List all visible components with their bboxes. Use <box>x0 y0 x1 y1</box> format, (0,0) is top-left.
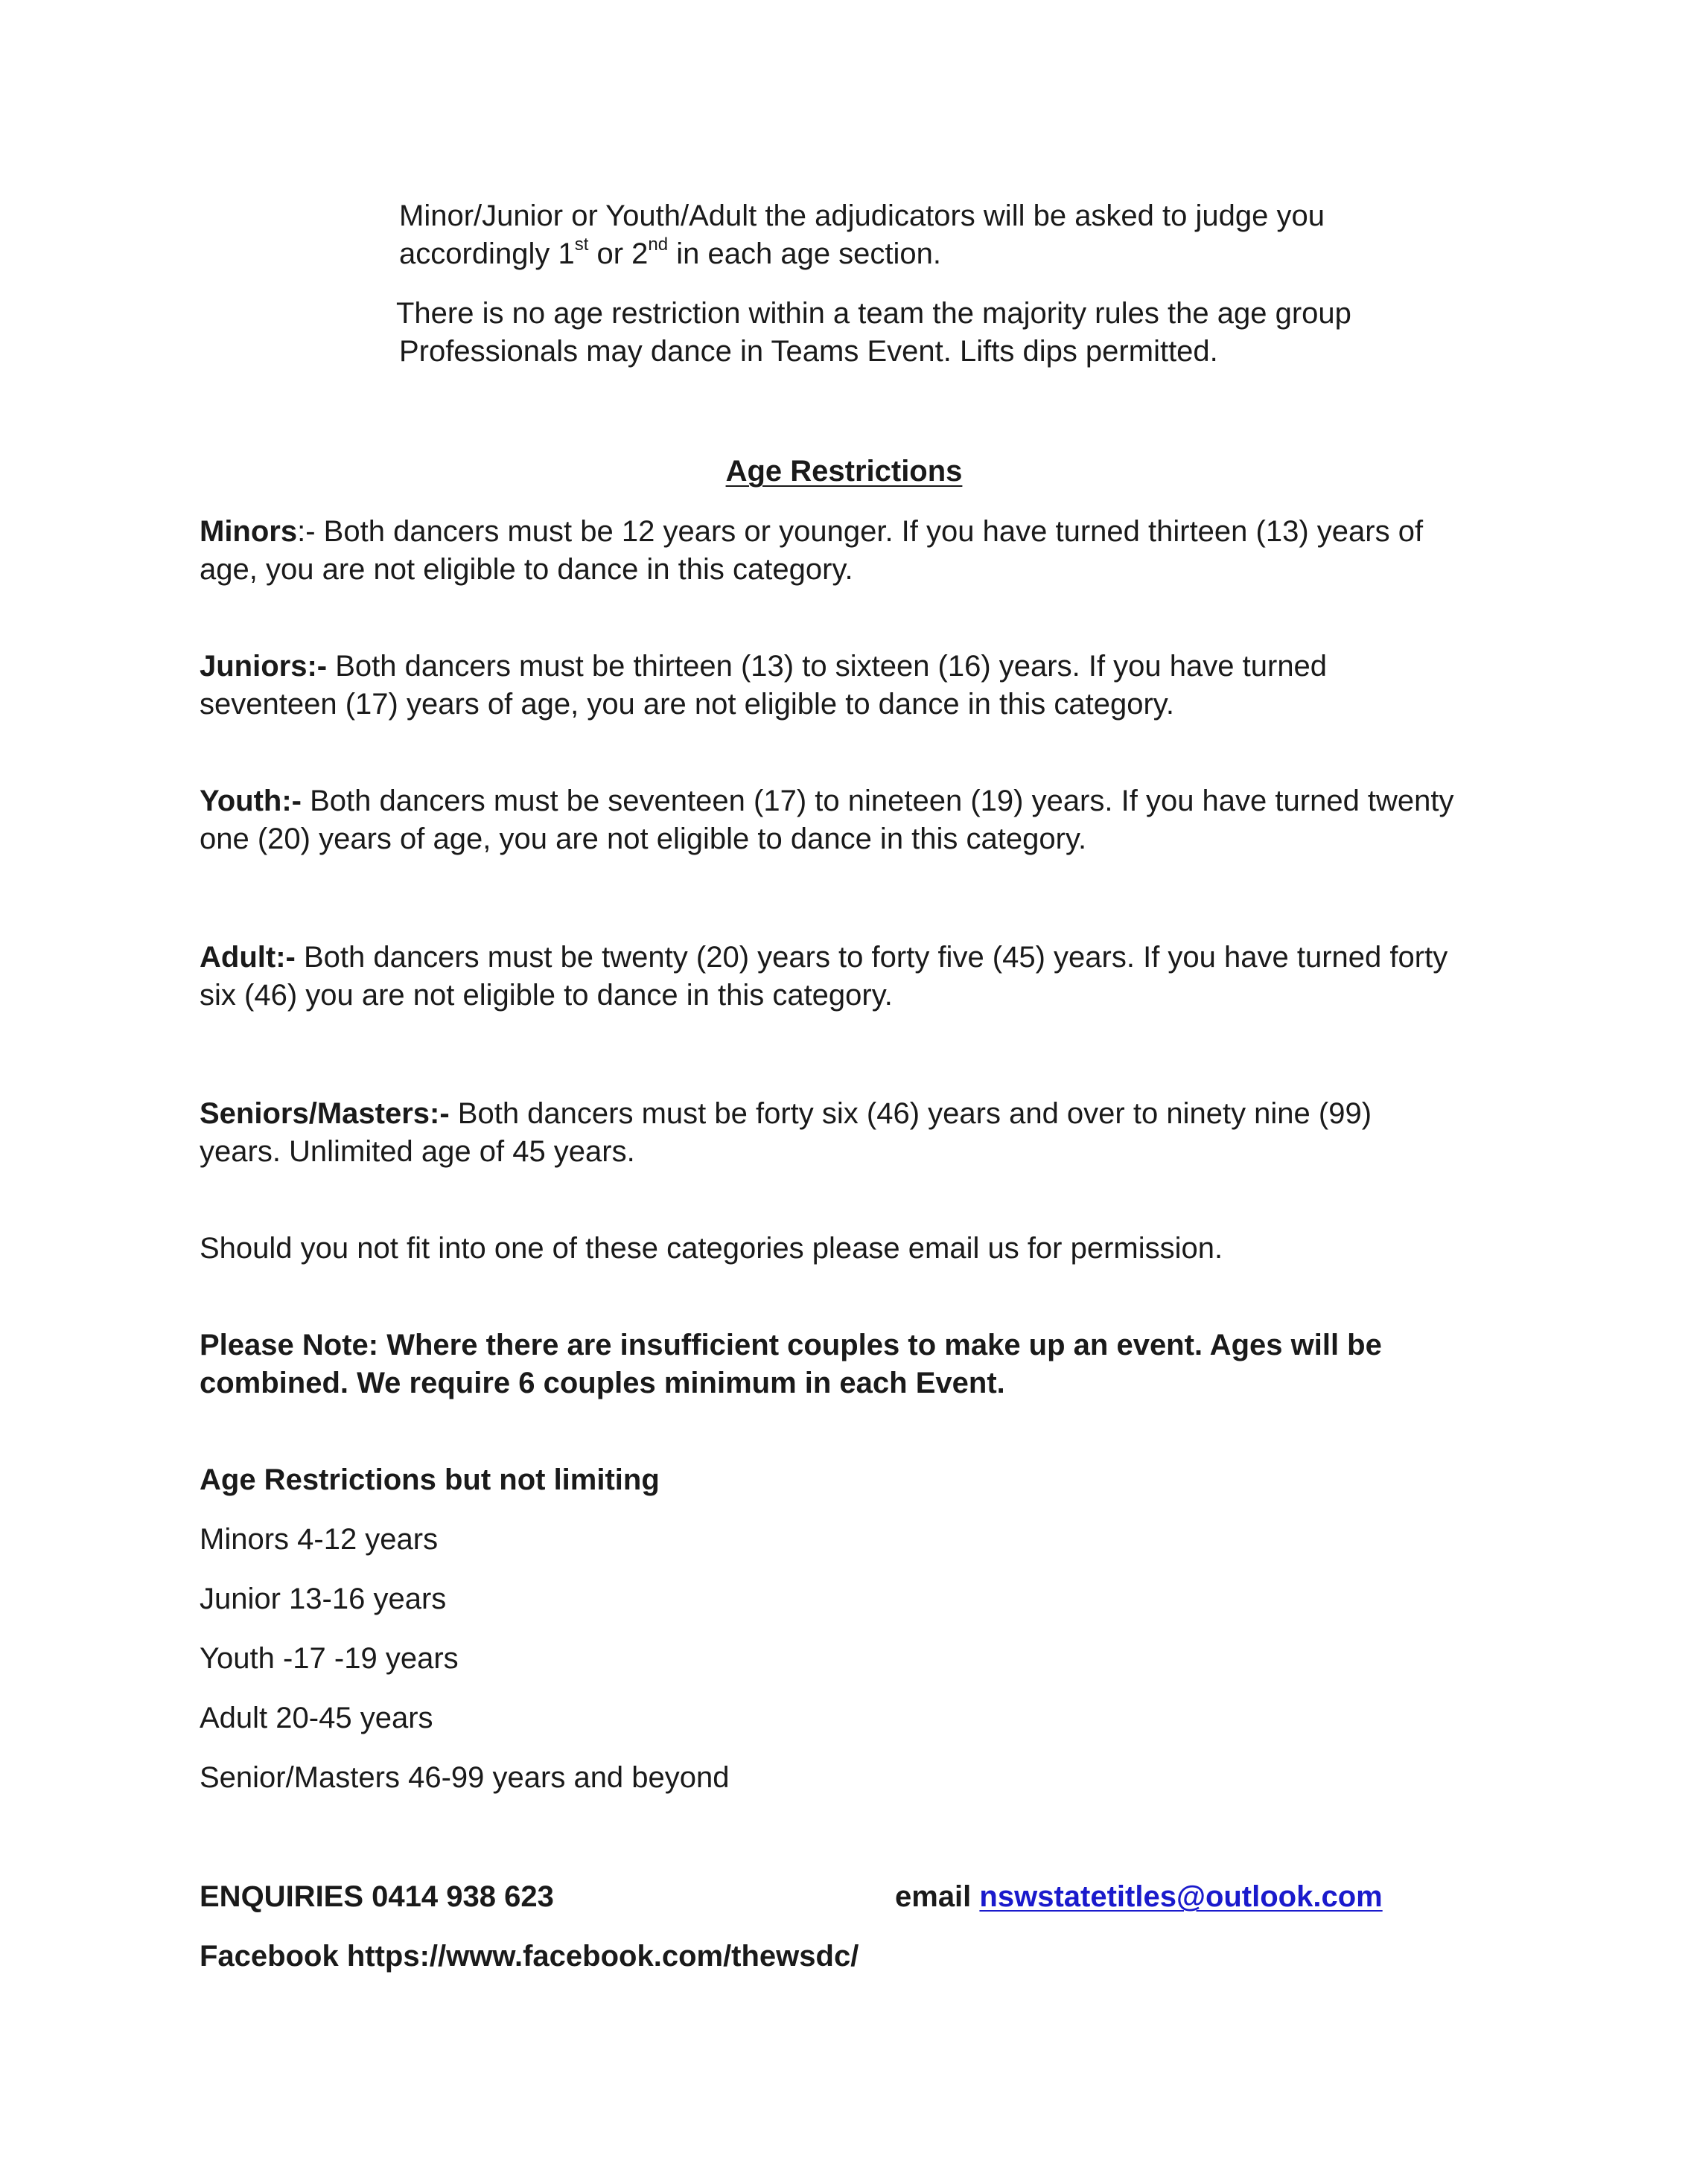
category-line: one (20) years of age, you are not eligible to dance in this category. <box>200 823 1087 855</box>
intro-paragraph-2 <box>396 295 1513 371</box>
please-note <box>200 1326 1510 1402</box>
summary-item: Minors 4-12 years <box>200 1523 439 1556</box>
section-heading <box>0 453 1688 491</box>
permission-note-text: Should you not fit into one of these categories please email us for permission. <box>200 1232 1223 1265</box>
category-text: Both dancers must be seventeen (17) to nineteen (19) years. If you have turned twenty <box>310 785 1454 817</box>
enquiries-phone: ENQUIRIES 0414 938 623 <box>200 1880 554 1913</box>
category-label: Juniors:- <box>200 650 336 683</box>
category-line: age, you are not eligible to dance in this category. <box>200 553 853 586</box>
intro-text: in each age section. <box>668 237 942 270</box>
category-juniors <box>200 648 1510 724</box>
summary-item: Youth -17 -19 years <box>200 1642 459 1675</box>
category-line <box>200 648 1510 686</box>
heading-text: Age Restrictions <box>725 455 963 488</box>
category-label: Seniors/Masters:- <box>200 1097 458 1130</box>
category-line: years. Unlimited age of 45 years. <box>200 1135 635 1168</box>
category-text: Both dancers must be twenty (20) years to forty five (45) years. If you have turned forty <box>303 941 1448 974</box>
permission-note <box>200 1230 1510 1268</box>
category-youth <box>200 782 1510 858</box>
category-minors <box>200 513 1510 589</box>
intro-line: Minor/Junior or Youth/Adult the adjudicators will be asked to judge you <box>399 199 1325 232</box>
please-note-line: Please Note: Where there are insufficient couples to make up an event. Ages will be <box>200 1329 1382 1361</box>
category-line: seventeen (17) years of age, you are not eligible to dance in this category. <box>200 688 1174 721</box>
intro-paragraph-1 <box>399 197 1516 273</box>
email-label: email <box>895 1880 980 1913</box>
category-text: Both dancers must be forty six (46) years and over to ninety nine (99) <box>457 1097 1372 1130</box>
summary-item: Senior/Masters 46-99 years and beyond <box>200 1761 730 1794</box>
category-line <box>200 939 1510 977</box>
category-seniors-masters <box>200 1095 1510 1171</box>
category-adult <box>200 939 1510 1015</box>
category-label-suffix: :- <box>297 515 324 548</box>
summary-title: Age Restrictions but not limiting <box>200 1463 660 1496</box>
category-line <box>200 513 1510 551</box>
facebook-link-text: Facebook https://www.facebook.com/thewsdc/ <box>200 1940 859 1973</box>
category-label: Adult:- <box>200 941 304 974</box>
summary-item: Adult 20-45 years <box>200 1702 433 1734</box>
superscript: st <box>574 234 589 255</box>
intro-text: accordingly 1 <box>399 237 575 270</box>
category-label: Youth:- <box>200 785 310 817</box>
category-text: Both dancers must be thirteen (13) to sixteen (16) years. If you have turned <box>335 650 1328 683</box>
category-line <box>200 1095 1510 1133</box>
category-text: Both dancers must be 12 years or younger. If you have turned thirteen (13) years of <box>323 515 1424 548</box>
email-link[interactable]: nswstatetitles@outlook.com <box>979 1880 1383 1913</box>
summary-item: Junior 13-16 years <box>200 1583 447 1615</box>
intro-text: or 2 <box>588 237 649 270</box>
intro-line <box>399 235 1516 273</box>
category-line: six (46) you are not eligible to dance in this category. <box>200 979 893 1012</box>
intro-line: Professionals may dance in Teams Event. Lifts dips permitted. <box>399 335 1218 368</box>
category-label: Minors <box>200 515 298 548</box>
email-group <box>895 1878 1383 1916</box>
intro-line: There is no age restriction within a team the majority rules the age group <box>396 297 1351 330</box>
please-note-line: combined. We require 6 couples minimum in each Event. <box>200 1367 1005 1399</box>
superscript: nd <box>648 234 669 255</box>
category-line <box>200 782 1510 820</box>
